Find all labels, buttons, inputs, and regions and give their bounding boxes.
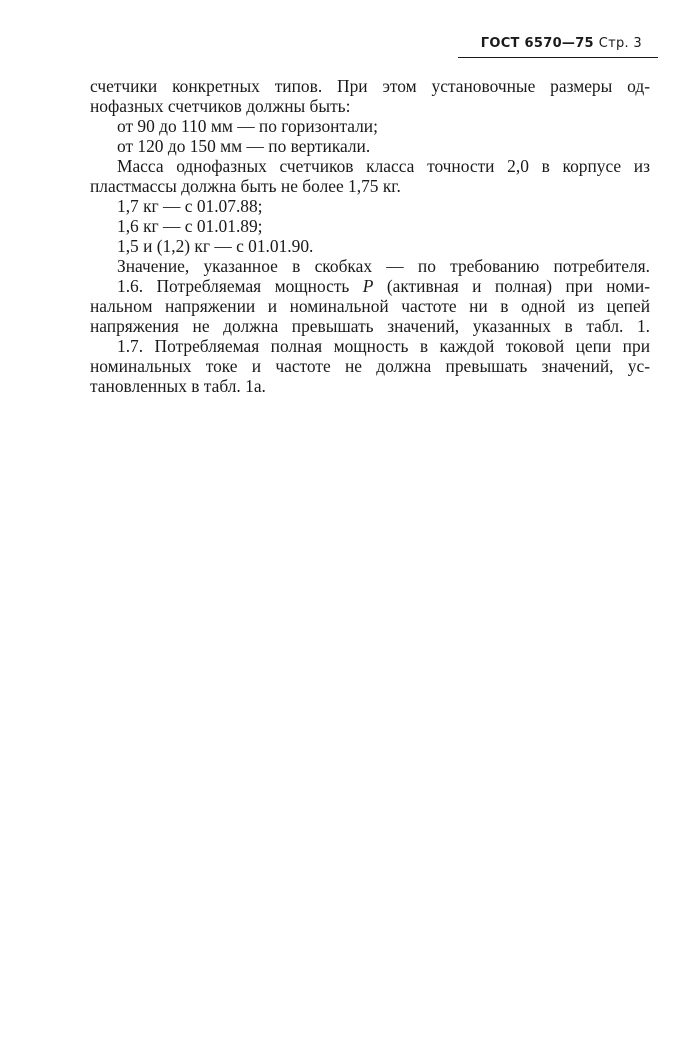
text-line: нофазных счетчиков должны быть:: [90, 96, 351, 116]
text-line: Значение, указанное в скобках — по требованию потребителя.: [117, 256, 650, 276]
power-symbol: P: [362, 276, 374, 296]
text-fragment: 1.6. Потребляемая мощность: [117, 276, 350, 296]
text-line: 1,6 кг — с 01.01.89;: [117, 216, 263, 236]
page-header: [481, 36, 642, 51]
text-line: счетчики конкретных типов. При этом установочные размеры од-: [90, 76, 650, 96]
text-line: от 120 до 150 мм — по вертикали.: [117, 136, 371, 156]
text-line: пластмассы должна быть не более 1,75 кг.: [90, 176, 401, 196]
standard-number: ГОСТ 6570—75: [480, 36, 594, 51]
text-fragment: (активная и полная) при номи-: [386, 276, 650, 296]
page-number: Стр. 3: [598, 36, 642, 51]
text-line: от 90 до 110 мм — по горизонтали;: [117, 116, 378, 136]
text-line: Масса однофазных счетчиков класса точности 2,0 в корпусе из: [117, 156, 650, 176]
text-line: напряжения не должна превышать значений, указанных в табл. 1.: [90, 316, 650, 336]
header-rule: [458, 57, 658, 58]
text-line: 1.7. Потребляемая полная мощность в каждой токовой цепи при: [117, 336, 650, 356]
text-line: нальном напряжении и номинальной частоте ни в одной из цепей: [90, 296, 650, 316]
text-line: 1,5 и (1,2) кг — с 01.01.90.: [117, 236, 314, 256]
text-line: 1,7 кг — с 01.07.88;: [117, 196, 263, 216]
text-line: номинальных токе и частоте не должна превышать значений, ус-: [90, 356, 650, 376]
paragraph-1-6-line: [90, 276, 650, 296]
text-line: тановленных в табл. 1а.: [90, 376, 266, 396]
body-text: [90, 76, 650, 396]
